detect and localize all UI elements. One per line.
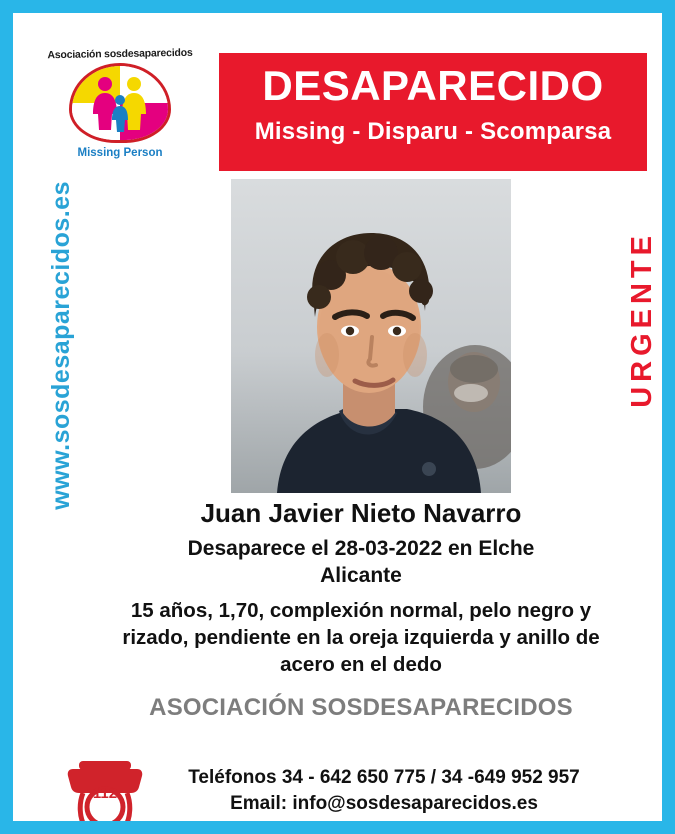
website-vertical-text: [35, 181, 87, 741]
logo-top-text: Asociación sosdesaparecidos: [47, 46, 193, 62]
contact-phones: Teléfonos 34 - 642 650 775 / 34 -649 952 957: [188, 767, 580, 788]
person-name: Juan Javier Nieto Navarro: [200, 498, 522, 528]
urgent-label: URGENTE: [625, 231, 658, 408]
association-name: ASOCIACIÓN SOSDESAPARECIDOS: [149, 694, 573, 721]
organization-logo: [45, 41, 195, 181]
contact-footer: [149, 765, 619, 817]
logo-bottom-text: Missing Person: [77, 147, 163, 159]
banner-subtitle: Missing - Disparu - Scomparsa: [254, 118, 612, 145]
logo-figures-icon: [72, 66, 168, 140]
family-silhouette-logo-icon: [69, 63, 171, 143]
physical-description: 15 años, 1,70, complexión normal, pelo negro y rizado, pendiente en la oreja izquierda y anillo de acero en el dedo: [122, 599, 600, 676]
emergency-phone-icon: [59, 757, 151, 834]
disappearance-line-1: Desaparece el 28-03-2022 en Elche: [187, 537, 535, 560]
missing-person-photo: [231, 179, 511, 493]
poster-inner-frame: [26, 26, 675, 834]
website-label: www.sosdesaparecidos.es: [46, 181, 75, 510]
details-block: [91, 497, 631, 722]
contact-email: Email: info@sosdesaparecidos.es: [230, 793, 538, 814]
disappearance-line-2: Alicante: [320, 564, 402, 587]
header-banner: [219, 53, 647, 171]
photo-illustration: [231, 179, 511, 493]
banner-title: DESAPARECIDO: [262, 62, 604, 109]
emergency-number-label: 112: [92, 785, 118, 802]
